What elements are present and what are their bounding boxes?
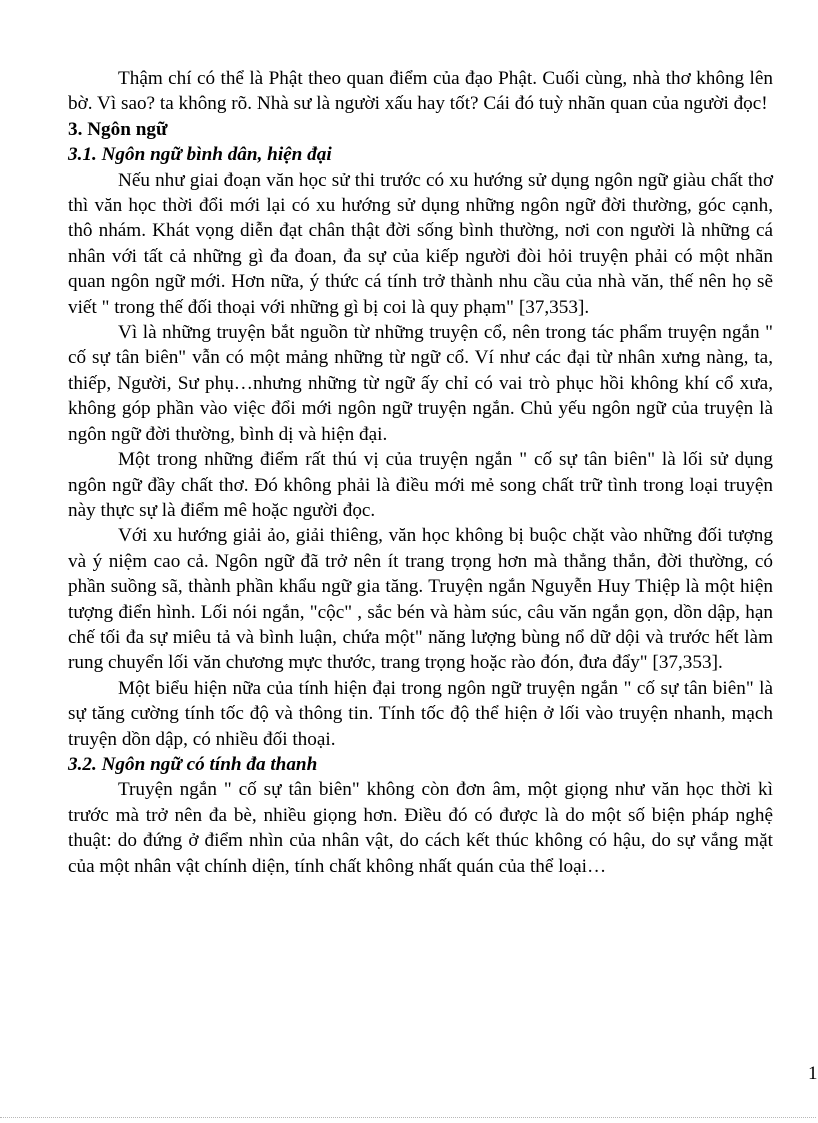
paragraph-3-1-4: Với xu hướng giải ảo, giải thiêng, văn học không bị buộc chặt vào những đối tượng và ý niệm cao cả. Ngôn ngữ đã trở nên ít trang trọng hơn mà thẳng thắn, đời thường, có phần suồng sã, thành phần khẩu ngữ gia tăng. Truyện ngắn Nguyễn Huy Thiệp là một hiện tượng điển hình. Lối nói ngắn, "cộc" , sắc bén và hàm súc, câu văn ngắn gọn, dồn dập, hạn chế tối đa sự miêu tả và bình luận, chứa một" năng lượng bùng nổ dữ dội và trước hết làm rung chuyển lối văn chương mực thước, trang trọng hoặc rào đón, đưa đẩy" [37,353].: [68, 525, 773, 674]
paragraph-3-1-2: Vì là những truyện bắt nguồn từ những truyện cổ, nên trong tác phẩm truyện ngắn " cố sự tân biên" vẫn có một mảng những từ ngữ cổ. Ví như các đại từ nhân xưng nàng, ta, thiếp, Người, Sư phụ…nhưng những từ ngữ ấy chỉ có vai trò phục hồi không khí cổ xưa, không góp phần vào việc đổi mới ngôn ngữ truyện ngắn. Chủ yếu ngôn ngữ của truyện là ngôn ngữ đời thường, bình dị và hiện đại.: [68, 322, 773, 445]
paragraph-intro: Thậm chí có thể là Phật theo quan điểm của đạo Phật. Cuối cùng, nhà thơ không lên bờ. Vì sao? ta không rõ. Nhà sư là người xấu hay tốt? Cái đó tuỳ nhãn quan của người đọc!: [68, 68, 773, 115]
document-body: [68, 66, 773, 879]
page-number: 1: [808, 1063, 818, 1084]
footer-divider: [0, 1117, 816, 1118]
subsection-heading-3-2: 3.2. Ngôn ngữ có tính đa thanh: [68, 753, 318, 775]
section-heading-language: 3. Ngôn ngữ: [68, 118, 168, 140]
paragraph-3-2-1: Truyện ngắn " cố sự tân biên" không còn đơn âm, một giọng như văn học thời kì trước mà trở nên đa bè, nhiều giọng hơn. Điều đó có được là do một số biện pháp nghệ thuật: do đứng ở điểm nhìn của nhân vật, do cách kết thúc không có hậu, do sự vắng mặt của một nhân vật chính diện, tính chất không nhất quán của thể loại…: [68, 779, 773, 877]
paragraph-3-1-5: Một biểu hiện nữa của tính hiện đại trong ngôn ngữ truyện ngắn " cố sự tân biên" là sự tăng cường tính tốc độ và thông tin. Tính tốc độ thể hiện ở lối vào truyện nhanh, mạch truyện dồn dập, có nhiều đối thoại.: [68, 677, 773, 750]
subsection-heading-3-1: 3.1. Ngôn ngữ bình dân, hiện đại: [68, 144, 332, 166]
paragraph-3-1-3: Một trong những điểm rất thú vị của truyện ngắn " cố sự tân biên" là lối sử dụng ngôn ngữ đầy chất thơ. Đó không phải là điều mới mẻ song chất trữ tình trong loại truyện này thực sự là điểm mê hoặc người đọc.: [68, 449, 773, 521]
paragraph-3-1-1: Nếu như giai đoạn văn học sử thi trước có xu hướng sử dụng ngôn ngữ giàu chất thơ thì văn học thời đổi mới lại có xu hướng sử dụng những ngôn ngữ đời thường, góc cạnh, thô nhám. Khát vọng diễn đạt chân thật đời sống bình thường, nơi con người là những cá nhân với tất cả những gì đa đoan, đa sự của kiếp người đòi hỏi truyện phải có một nhãn quan ngôn ngữ mới. Hơn nữa, ý thức cá tính trở thành nhu cầu của nhà văn, thế nên họ sẽ viết " trong thế đối thoại với những gì bị coi là quy phạm" [37,353].: [68, 169, 773, 318]
